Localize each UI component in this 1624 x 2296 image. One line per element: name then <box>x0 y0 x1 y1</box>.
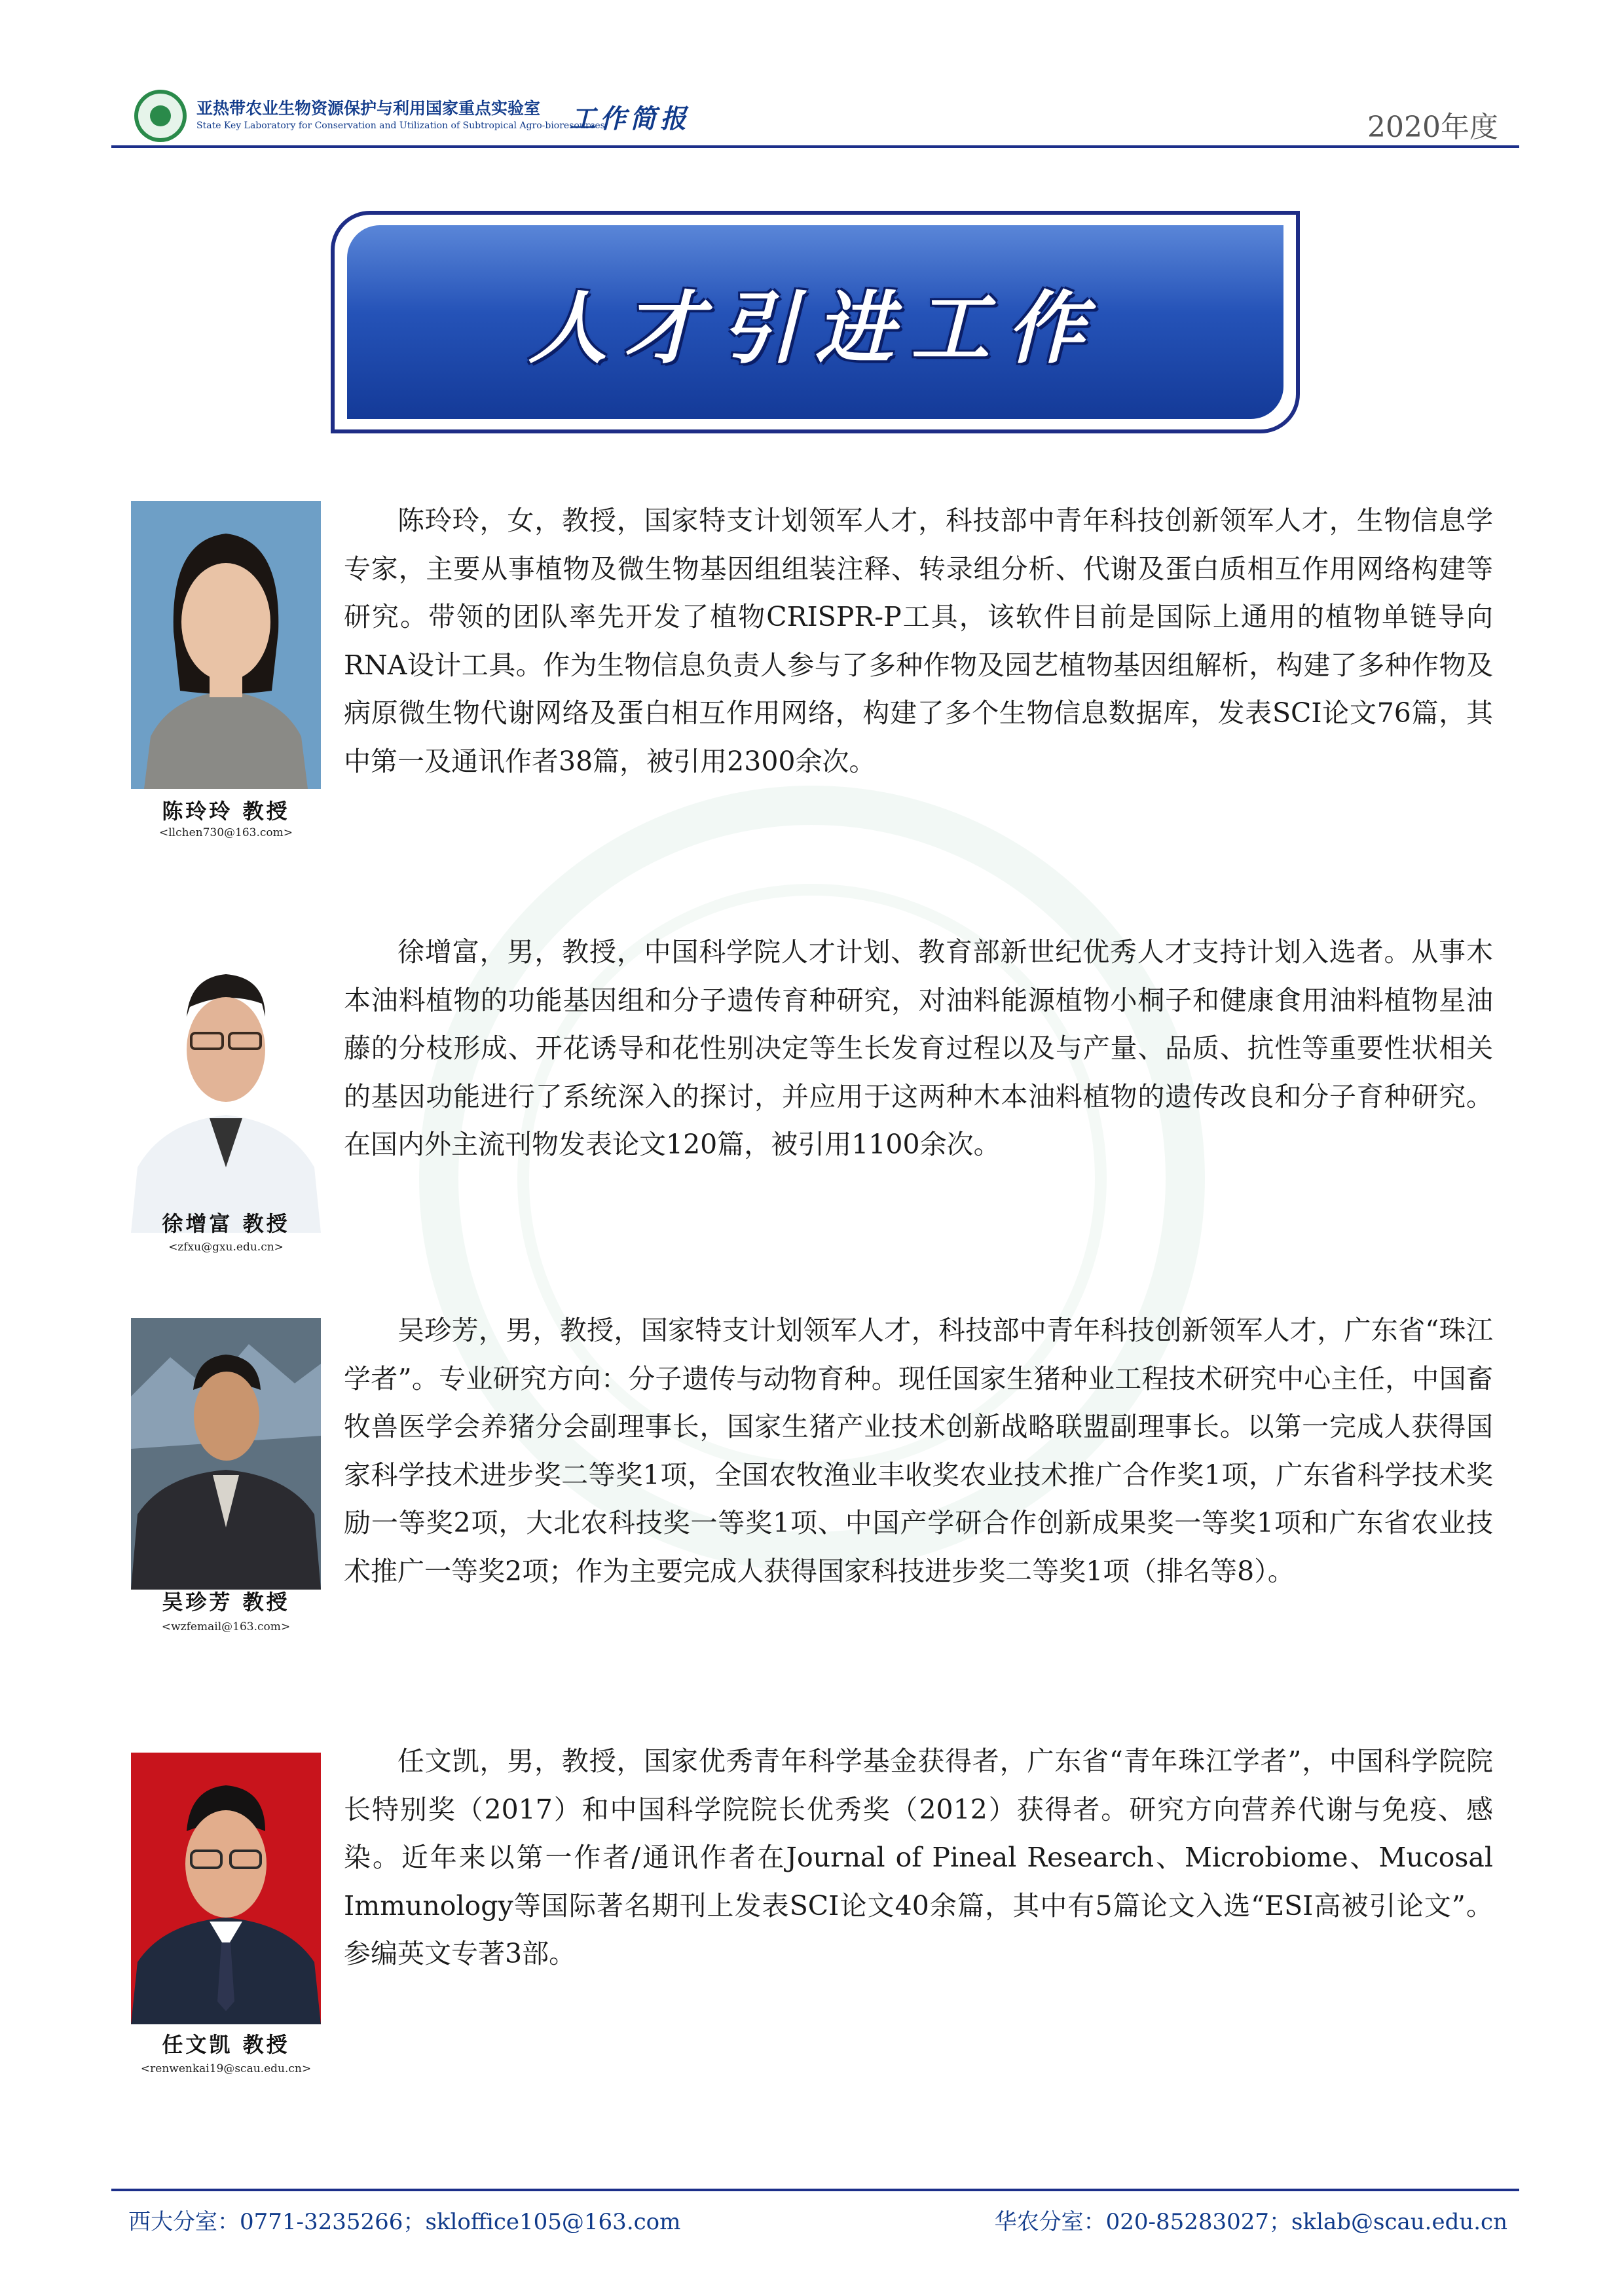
profile-photo <box>131 1753 321 2041</box>
profile-photo <box>131 945 321 1233</box>
lab-name-cn: 亚热带农业生物资源保护与利用国家重点实验室 <box>196 99 541 118</box>
lab-logo <box>134 90 187 142</box>
profile-name: 徐增富 教授 <box>162 1211 290 1236</box>
header-divider <box>111 145 1519 148</box>
profile-email: <llchen730@163.com> <box>158 826 293 839</box>
profile-email: <zfxu@gxu.edu.cn> <box>168 1241 284 1254</box>
lab-name-en: State Key Laboratory for Conservation and Utilization of Subtropical Agro-bioresources <box>196 120 605 131</box>
profile-bio: 任文凯，男，教授，国家优秀青年科学基金获得者，广东省“青年珠江学者”，中国科学院院长特别奖（2017）和中国科学院院长优秀奖（2012）获得者。研究方向营养代谢与免疫、感染。近年来以第一作者/通讯作者在Journal of Pineal Research、Microbiome、Mucosal Immunology等国际著名期刊上发表SCI论文40余篇，其中有5篇论文入选“ESI高被引论文”。参编英文专著3部。 <box>344 1745 1493 1969</box>
footer-contact-left: 西大分室：0771-3235266；skloffice105@163.com <box>128 2209 681 2235</box>
profile-bio: 陈玲玲，女，教授，国家特支计划领军人才，科技部中青年科技创新领军人才，生物信息学专家，主要从事植物及微生物基因组组装注释、转录组分析、代谢及蛋白质相互作用网络构建等研究。带领的团队率先开发了植物CRISPR-P工具，该软件目前是国际上通用的植物单链导向RNA设计工具。作为生物信息负责人参与了多种作物及园艺植物基因组解析，构建了多种作物及病原微生物代谢网络及蛋白相互作用网络，构建了多个生物信息数据库，发表SCI论文76篇，其中第一及通讯作者38篇，被引用2300余次。 <box>344 505 1493 777</box>
profile-photo <box>131 501 321 789</box>
profile-email: <wzfemail@163.com> <box>161 1620 291 1633</box>
profile-name: 陈玲玲 教授 <box>162 799 290 824</box>
profile-photo <box>131 1318 321 1606</box>
profile-bio: 吴珍芳，男，教授，国家特支计划领军人才，科技部中青年科技创新领军人才，广东省“珠江学者”。专业研究方向：分子遗传与动物育种。现任国家生猪种业工程技术研究中心主任，中国畜牧兽医学会养猪分会副理事长，国家生猪产业技术创新战略联盟副理事长。以第一完成人获得国家科学技术进步奖二等奖1项，全国农牧渔业丰收奖农业技术推广合作奖1项，广东省科学技术奖励一等奖2项，大北农科技奖一等奖1项、中国产学研合作创新成果奖一等奖1项和广东省农业技术推广一等奖2项；作为主要完成人获得国家科技进步奖二等奖1项（排名等8）。 <box>344 1315 1493 1587</box>
footer-contact-right: 华农分室：020-85283027；sklab@scau.edu.cn <box>994 2209 1507 2235</box>
banner-title: 人才引进工作 <box>528 282 1102 374</box>
profile-bio: 徐增富，男，教授，中国科学院人才计划、教育部新世纪优秀人才支持计划入选者。从事木本油料植物的功能基因组和分子遗传育种研究，对油料能源植物小桐子和健康食用油料植物星油藤的分枝形成、开花诱导和花性别决定等生长发育过程以及与产量、品质、抗性等重要性状相关的基因功能进行了系统深入的探讨，并应用于这两种木本油料植物的遗传改良和分子育种研究。在国内外主流刊物发表论文120篇，被引用1100余次。 <box>344 936 1493 1160</box>
banner <box>347 225 1283 419</box>
profile-name: 吴珍芳 教授 <box>162 1590 290 1614</box>
footer-divider <box>111 2189 1519 2191</box>
profile-email: <renwenkai19@scau.edu.cn> <box>140 2062 312 2075</box>
publication-title: 工作简报 <box>570 103 690 134</box>
year-label: 2020年度 <box>1367 111 1498 144</box>
profile-name: 任文凯 教授 <box>162 2032 290 2057</box>
